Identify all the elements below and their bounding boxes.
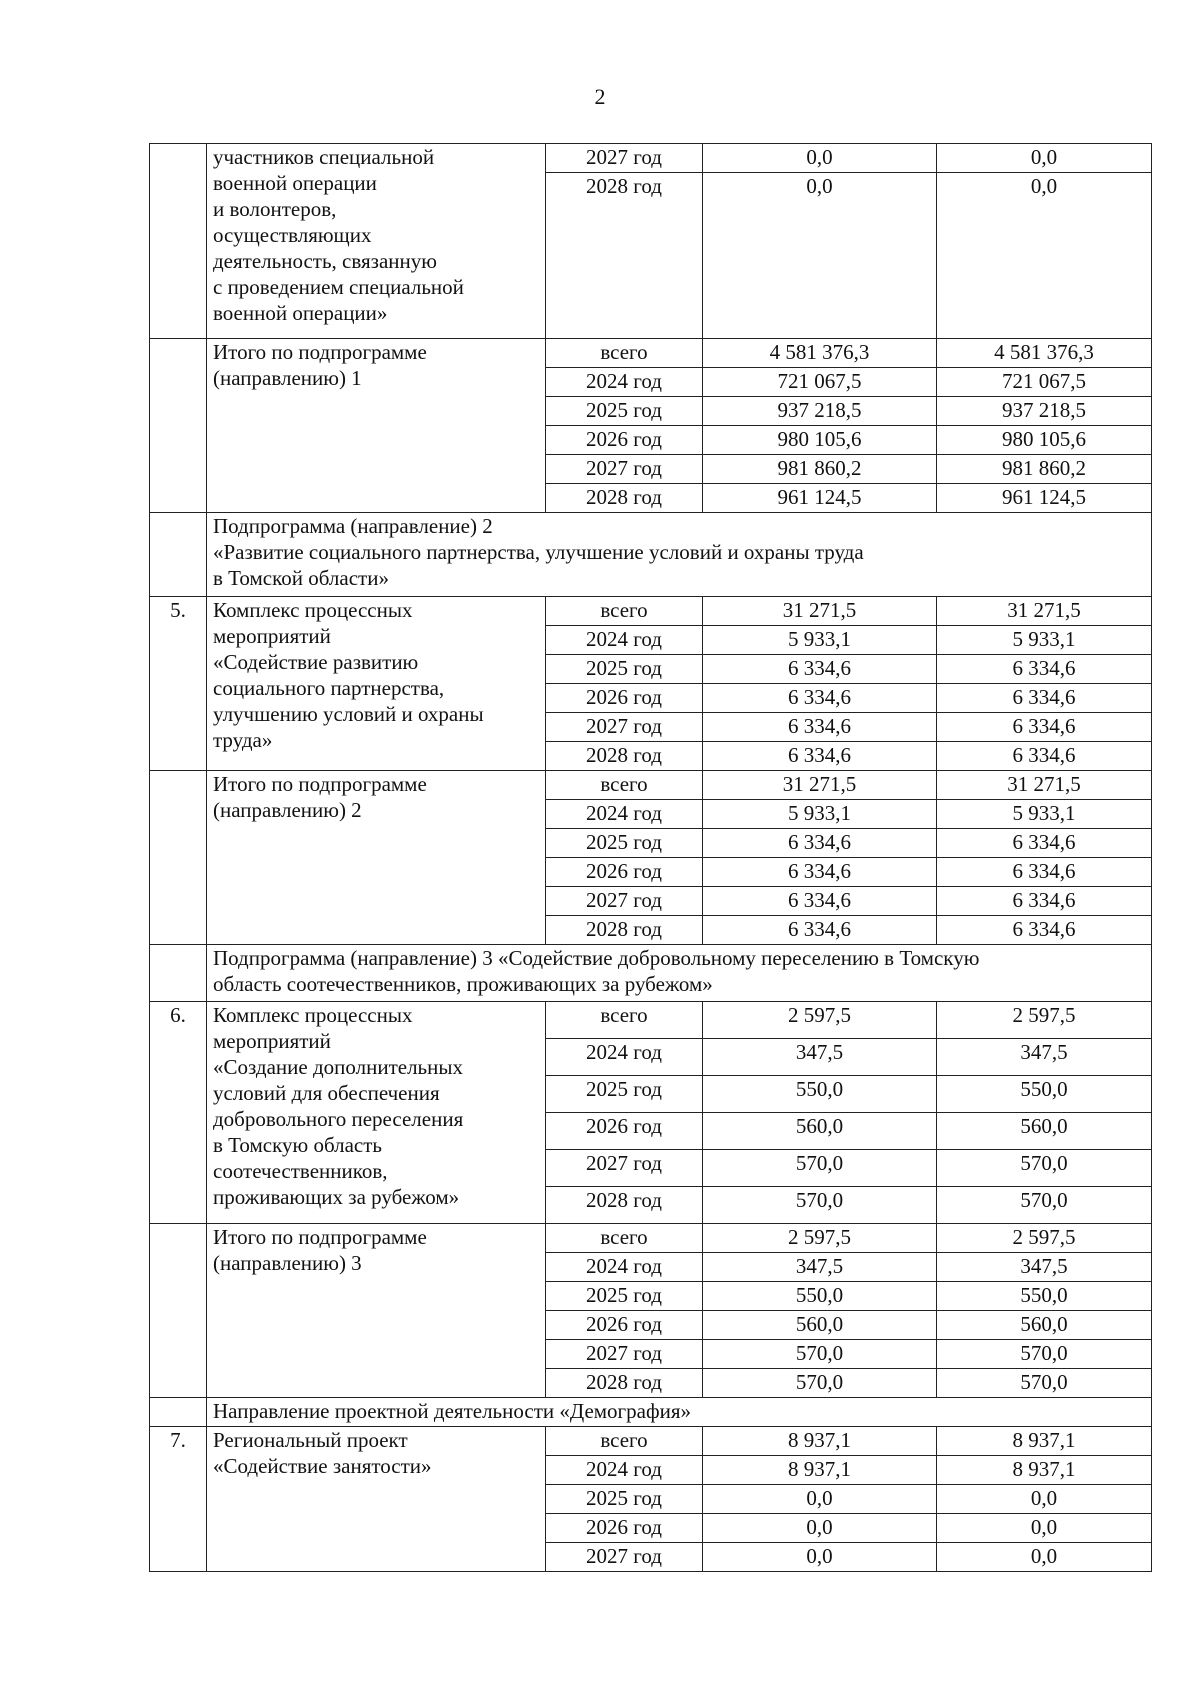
value-cell: 347,5 xyxy=(703,1253,937,1282)
table-row xyxy=(150,1002,1152,1039)
year-cell: 2025 год xyxy=(546,397,703,426)
value-cell: 2 597,5 xyxy=(937,1002,1152,1039)
section-row xyxy=(150,513,1152,597)
value-cell: 31 271,5 xyxy=(703,771,937,800)
subtotal-name-cell: Итого по подпрограмме (направлению) 1 xyxy=(207,339,546,513)
year-cell: 2026 год xyxy=(546,1514,703,1543)
value-cell: 6 334,6 xyxy=(937,713,1152,742)
table-row xyxy=(150,771,1152,800)
year-cell: 2026 год xyxy=(546,684,703,713)
year-cell: 2024 год xyxy=(546,368,703,397)
year-cell: 2028 год xyxy=(546,916,703,945)
value-cell: 4 581 376,3 xyxy=(937,339,1152,368)
value-cell: 980 105,6 xyxy=(937,426,1152,455)
subtotal-name-cell: Итого по подпрограмме (направлению) 3 xyxy=(207,1224,546,1398)
value-cell: 550,0 xyxy=(703,1282,937,1311)
value-cell: 0,0 xyxy=(703,1543,937,1572)
table-row xyxy=(150,144,1152,173)
value-cell: 6 334,6 xyxy=(703,858,937,887)
value-cell: 980 105,6 xyxy=(703,426,937,455)
section-row xyxy=(150,1398,1152,1427)
year-cell: 2028 год xyxy=(546,1187,703,1224)
value-cell: 347,5 xyxy=(937,1253,1152,1282)
value-cell: 0,0 xyxy=(703,144,937,173)
value-cell: 2 597,5 xyxy=(703,1002,937,1039)
value-cell: 0,0 xyxy=(937,173,1152,339)
row-number-cell xyxy=(150,513,207,597)
value-cell: 31 271,5 xyxy=(937,771,1152,800)
value-cell: 5 933,1 xyxy=(937,626,1152,655)
demography-heading: Направление проектной деятельности «Демография» xyxy=(207,1398,1152,1427)
value-cell: 6 334,6 xyxy=(703,916,937,945)
value-cell: 0,0 xyxy=(703,173,937,339)
year-cell: 2026 год xyxy=(546,858,703,887)
value-cell: 6 334,6 xyxy=(703,742,937,771)
year-cell: 2024 год xyxy=(546,626,703,655)
value-cell: 560,0 xyxy=(937,1113,1152,1150)
measure-name-cell: участников специальной военной операции и волонтеров, осуществляющих деятельность, связанную с проведением специальной военной операции» xyxy=(207,144,546,339)
value-cell: 570,0 xyxy=(937,1369,1152,1398)
year-cell: 2025 год xyxy=(546,655,703,684)
year-cell: 2025 год xyxy=(546,1076,703,1113)
value-cell: 6 334,6 xyxy=(703,887,937,916)
value-cell: 347,5 xyxy=(937,1039,1152,1076)
value-cell: 8 937,1 xyxy=(937,1456,1152,1485)
table-row xyxy=(150,339,1152,368)
value-cell: 560,0 xyxy=(703,1311,937,1340)
value-cell: 6 334,6 xyxy=(703,655,937,684)
value-cell: 570,0 xyxy=(703,1369,937,1398)
year-cell: 2027 год xyxy=(546,1543,703,1572)
value-cell: 570,0 xyxy=(937,1150,1152,1187)
measure-name-cell: Региональный проект «Содействие занятости» xyxy=(207,1427,546,1572)
value-cell: 0,0 xyxy=(937,144,1152,173)
value-cell: 721 067,5 xyxy=(703,368,937,397)
value-cell: 0,0 xyxy=(937,1485,1152,1514)
value-cell: 6 334,6 xyxy=(937,829,1152,858)
value-cell: 5 933,1 xyxy=(937,800,1152,829)
year-cell: 2027 год xyxy=(546,455,703,484)
year-cell: 2024 год xyxy=(546,800,703,829)
year-cell: 2026 год xyxy=(546,1311,703,1340)
value-cell: 570,0 xyxy=(703,1340,937,1369)
value-cell: 5 933,1 xyxy=(703,626,937,655)
value-cell: 550,0 xyxy=(703,1076,937,1113)
year-cell: всего xyxy=(546,771,703,800)
year-cell: 2028 год xyxy=(546,173,703,339)
value-cell: 0,0 xyxy=(937,1543,1152,1572)
value-cell: 560,0 xyxy=(937,1311,1152,1340)
value-cell: 0,0 xyxy=(703,1485,937,1514)
year-cell: 2025 год xyxy=(546,1282,703,1311)
value-cell: 721 067,5 xyxy=(937,368,1152,397)
year-cell: всего xyxy=(546,339,703,368)
year-cell: всего xyxy=(546,1002,703,1039)
measure-name-cell: Комплекс процессных мероприятий «Создание дополнительных условий для обеспечения добровольного переселения в Томскую область соотечественников, проживающих за рубежом» xyxy=(207,1002,546,1224)
section-row xyxy=(150,945,1152,1002)
value-cell: 5 933,1 xyxy=(703,800,937,829)
year-cell: 2027 год xyxy=(546,1340,703,1369)
value-cell: 550,0 xyxy=(937,1076,1152,1113)
measure-name-cell: Комплекс процессных мероприятий «Содействие развитию социального партнерства, улучшению условий и охраны труда» xyxy=(207,597,546,771)
year-cell: 2024 год xyxy=(546,1253,703,1282)
value-cell: 0,0 xyxy=(703,1514,937,1543)
value-cell: 6 334,6 xyxy=(703,684,937,713)
year-cell: 2028 год xyxy=(546,742,703,771)
value-cell: 6 334,6 xyxy=(937,742,1152,771)
row-number-cell xyxy=(150,771,207,945)
value-cell: 6 334,6 xyxy=(937,684,1152,713)
value-cell: 8 937,1 xyxy=(703,1456,937,1485)
year-cell: 2027 год xyxy=(546,887,703,916)
table-row xyxy=(150,1224,1152,1253)
row-number-cell xyxy=(150,1224,207,1398)
value-cell: 2 597,5 xyxy=(703,1224,937,1253)
value-cell: 6 334,6 xyxy=(937,916,1152,945)
row-number-cell xyxy=(150,144,207,339)
year-cell: 2028 год xyxy=(546,1369,703,1398)
value-cell: 8 937,1 xyxy=(703,1427,937,1456)
year-cell: 2028 год xyxy=(546,484,703,513)
table-row xyxy=(150,597,1152,626)
year-cell: всего xyxy=(546,597,703,626)
row-number-cell xyxy=(150,1398,207,1427)
value-cell: 570,0 xyxy=(703,1150,937,1187)
value-cell: 6 334,6 xyxy=(937,655,1152,684)
year-cell: всего xyxy=(546,1427,703,1456)
value-cell: 6 334,6 xyxy=(937,858,1152,887)
value-cell: 961 124,5 xyxy=(703,484,937,513)
value-cell: 570,0 xyxy=(937,1187,1152,1224)
value-cell: 937 218,5 xyxy=(937,397,1152,426)
value-cell: 6 334,6 xyxy=(937,887,1152,916)
value-cell: 550,0 xyxy=(937,1282,1152,1311)
budget-table xyxy=(149,143,1152,1572)
row-number-cell xyxy=(150,945,207,1002)
value-cell: 0,0 xyxy=(937,1514,1152,1543)
year-cell: 2026 год xyxy=(546,426,703,455)
value-cell: 8 937,1 xyxy=(937,1427,1152,1456)
page-number: 2 xyxy=(594,84,606,109)
year-cell: 2027 год xyxy=(546,713,703,742)
year-cell: 2025 год xyxy=(546,1485,703,1514)
year-cell: 2027 год xyxy=(546,144,703,173)
value-cell: 6 334,6 xyxy=(703,713,937,742)
value-cell: 570,0 xyxy=(937,1340,1152,1369)
value-cell: 6 334,6 xyxy=(703,829,937,858)
value-cell: 347,5 xyxy=(703,1039,937,1076)
value-cell: 560,0 xyxy=(703,1113,937,1150)
value-cell: 937 218,5 xyxy=(703,397,937,426)
value-cell: 981 860,2 xyxy=(703,455,937,484)
row-number-cell: 5. xyxy=(150,597,207,771)
value-cell: 2 597,5 xyxy=(937,1224,1152,1253)
year-cell: всего xyxy=(546,1224,703,1253)
year-cell: 2024 год xyxy=(546,1039,703,1076)
year-cell: 2026 год xyxy=(546,1113,703,1150)
table-row xyxy=(150,1427,1152,1456)
value-cell: 31 271,5 xyxy=(937,597,1152,626)
year-cell: 2025 год xyxy=(546,829,703,858)
value-cell: 981 860,2 xyxy=(937,455,1152,484)
row-number-cell: 6. xyxy=(150,1002,207,1224)
year-cell: 2027 год xyxy=(546,1150,703,1187)
value-cell: 961 124,5 xyxy=(937,484,1152,513)
value-cell: 4 581 376,3 xyxy=(703,339,937,368)
year-cell: 2024 год xyxy=(546,1456,703,1485)
value-cell: 570,0 xyxy=(703,1187,937,1224)
subprogram-3-heading: Подпрограмма (направление) 3 «Содействие добровольному переселению в Томскую область соотечественников, проживающих за рубежом» xyxy=(207,945,1152,1002)
row-number-cell: 7. xyxy=(150,1427,207,1572)
row-number-cell xyxy=(150,339,207,513)
subprogram-2-heading: Подпрограмма (направление) 2 «Развитие социального партнерства, улучшение условий и охраны труда в Томской области» xyxy=(207,513,1152,597)
subtotal-name-cell: Итого по подпрограмме (направлению) 2 xyxy=(207,771,546,945)
value-cell: 31 271,5 xyxy=(703,597,937,626)
